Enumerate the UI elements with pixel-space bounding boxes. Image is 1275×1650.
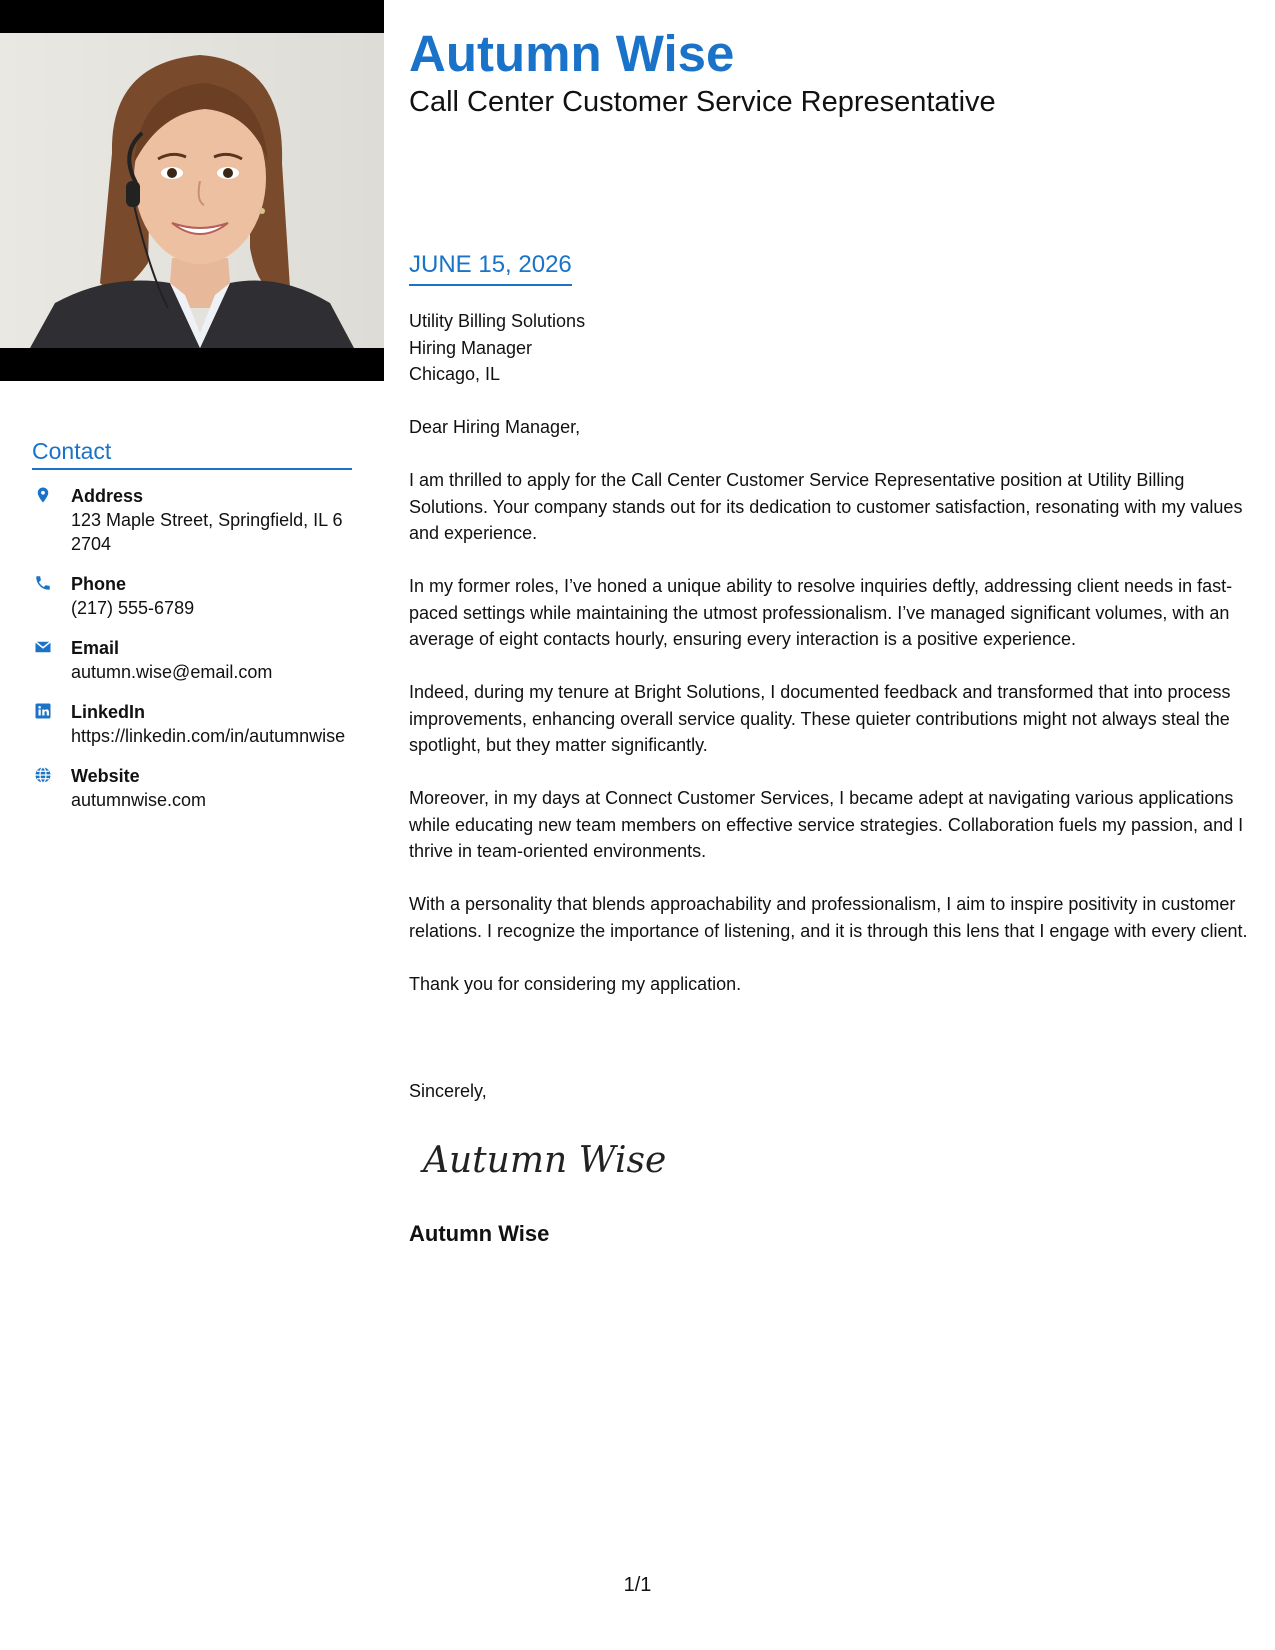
contact-item-address bbox=[32, 484, 352, 556]
contact-item-phone bbox=[32, 572, 352, 620]
contact-value: autumnwise.com bbox=[71, 790, 207, 810]
location-pin-icon bbox=[34, 486, 52, 504]
linkedin-icon bbox=[34, 702, 52, 720]
recipient-line: Chicago, IL bbox=[409, 364, 501, 384]
letter-body bbox=[409, 308, 1259, 1024]
profile-photo bbox=[0, 0, 384, 381]
contact-label: Website bbox=[71, 766, 140, 786]
letter-date: JUNE 15, 2026 bbox=[409, 250, 572, 286]
signature-text: Autumn Wise bbox=[423, 1140, 667, 1181]
contact-heading: Contact bbox=[32, 438, 352, 470]
contact-item-linkedin bbox=[32, 700, 352, 748]
applicant-title: Call Center Customer Service Representative bbox=[409, 86, 996, 118]
applicant-name: Autumn Wise bbox=[409, 25, 735, 82]
recipient-block bbox=[409, 308, 1259, 388]
letter-paragraph: I am thrilled to apply for the Call Center Customer Service Representative position at Utility Billing Solutions. Your company stands out for its dedication to customer satisfaction, resonating with my values and experience. bbox=[409, 470, 1243, 543]
contact-label: Email bbox=[71, 638, 120, 658]
contact-section bbox=[32, 438, 352, 828]
signoff-name: Autumn Wise bbox=[409, 1221, 550, 1246]
contact-label: Address bbox=[71, 486, 144, 506]
portrait-illustration bbox=[0, 33, 384, 348]
letter-paragraph: Indeed, during my tenure at Bright Solutions, I documented feedback and transformed that into process improvements, enhancing overall service quality. These quieter contributions might not always steal the spotlight, but they matter significantly. bbox=[409, 682, 1231, 755]
contact-item-website bbox=[32, 764, 352, 812]
letter-paragraph: Thank you for considering my application. bbox=[409, 973, 742, 994]
recipient-line: Hiring Manager bbox=[409, 337, 533, 358]
sidebar bbox=[0, 0, 384, 1650]
closing: Sincerely, bbox=[409, 1081, 487, 1101]
profile-photo-image bbox=[0, 33, 384, 348]
globe-icon bbox=[34, 766, 52, 784]
letter-paragraph: In my former roles, I’ve honed a unique ability to resolve inquiries deftly, addressing client needs in fast-paced settings while maintaining the utmost professionalism. I’ve managed significant volumes, with an average of eight contacts hourly, ensuring every interaction is a positive experience. bbox=[409, 576, 1233, 649]
contact-value: https://linkedin.com/in/autumnwise bbox=[71, 726, 346, 746]
contact-value: autumn.wise@email.com bbox=[71, 662, 273, 682]
contact-item-email bbox=[32, 636, 352, 684]
contact-label: LinkedIn bbox=[71, 702, 146, 722]
page-number: 1/1 bbox=[623, 1574, 652, 1596]
envelope-icon bbox=[34, 638, 52, 656]
signature-image bbox=[419, 1128, 679, 1188]
contact-value: (217) 555-6789 bbox=[71, 598, 195, 618]
recipient-line: Utility Billing Solutions bbox=[409, 311, 586, 331]
letter-paragraph: Moreover, in my days at Connect Customer Services, I became adept at navigating various applications while educating new team members on effective service strategies. Collaboration fuels my passion, and I thrive in team-oriented environments. bbox=[409, 788, 1244, 861]
contact-label: Phone bbox=[71, 574, 127, 594]
letter-paragraph: With a personality that blends approachability and professionalism, I aim to inspire positivity in customer relations. I recognize the importance of listening, and it is through this lens that I engage with every client. bbox=[409, 894, 1248, 941]
contact-value: 123 Maple Street, Springfield, IL 62704 bbox=[71, 510, 343, 554]
phone-icon bbox=[34, 574, 52, 592]
salutation: Dear Hiring Manager, bbox=[409, 417, 581, 437]
